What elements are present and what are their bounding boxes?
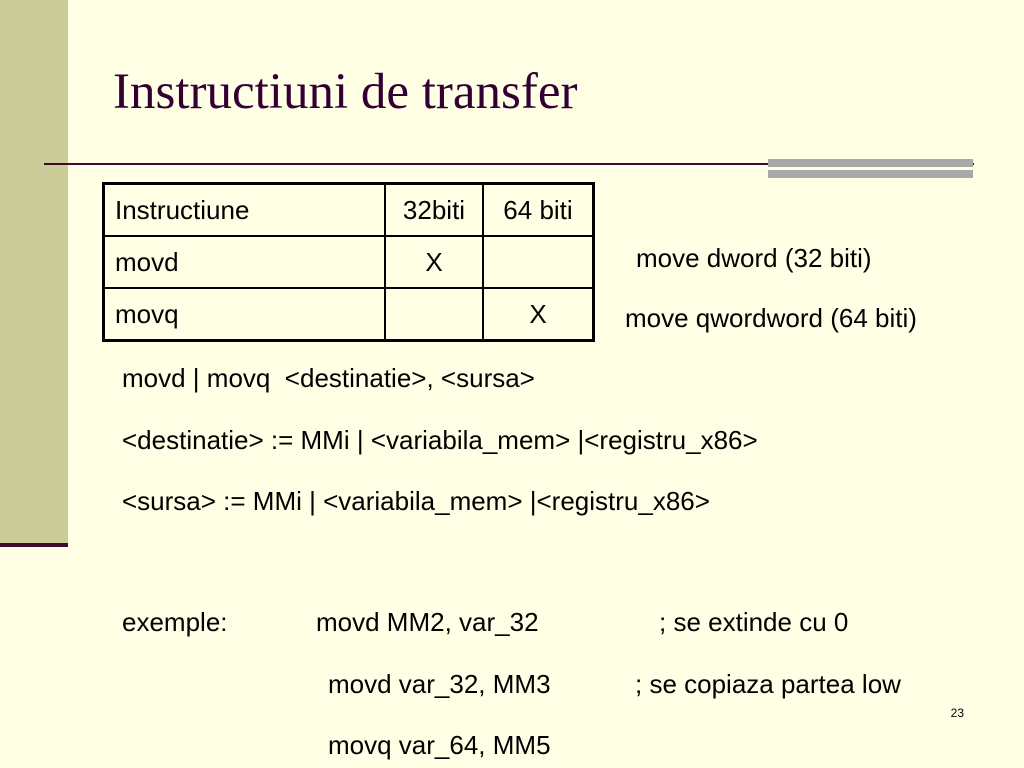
title-accent-bar (768, 159, 973, 178)
examples-label: exemple: (122, 607, 228, 637)
page-number: 23 (950, 706, 964, 720)
example-code: movq var_64, MM5 (328, 730, 551, 760)
example-code: movd var_32, MM3 (328, 669, 551, 699)
table-cell: X (385, 236, 483, 288)
example-comment: ; se extinde cu 0 (659, 607, 849, 637)
table-header-cell: 64 biti (483, 184, 594, 237)
transfer-table (102, 182, 595, 342)
left-bar-rule (0, 543, 68, 547)
table-cell (483, 236, 594, 288)
syntax-line: <destinatie> := MMi | <variabila_mem> |<registru_x86> (122, 425, 758, 455)
example-comment: ; se copiaza partea low (635, 669, 901, 699)
syntax-line: <sursa> := MMi | <variabila_mem> |<registru_x86> (122, 486, 710, 516)
table-cell: movd (104, 236, 386, 288)
table-header-cell: 32biti (385, 184, 483, 237)
left-decorative-bar (0, 0, 68, 545)
table-cell: X (483, 288, 594, 341)
table-cell: movq (104, 288, 386, 341)
table-row (104, 236, 594, 288)
table-header-cell: Instructiune (104, 184, 386, 237)
slide-title: Instructiuni de transfer (113, 64, 578, 120)
example-code: movd MM2, var_32 (316, 607, 539, 637)
table-row (104, 288, 594, 341)
movq-description: move qwordword (64 biti) (625, 303, 917, 333)
movd-description: move dword (32 biti) (636, 243, 872, 273)
syntax-line: movd | movq <destinatie>, <sursa> (122, 363, 535, 393)
table-cell (385, 288, 483, 341)
table-header-row (104, 184, 594, 237)
